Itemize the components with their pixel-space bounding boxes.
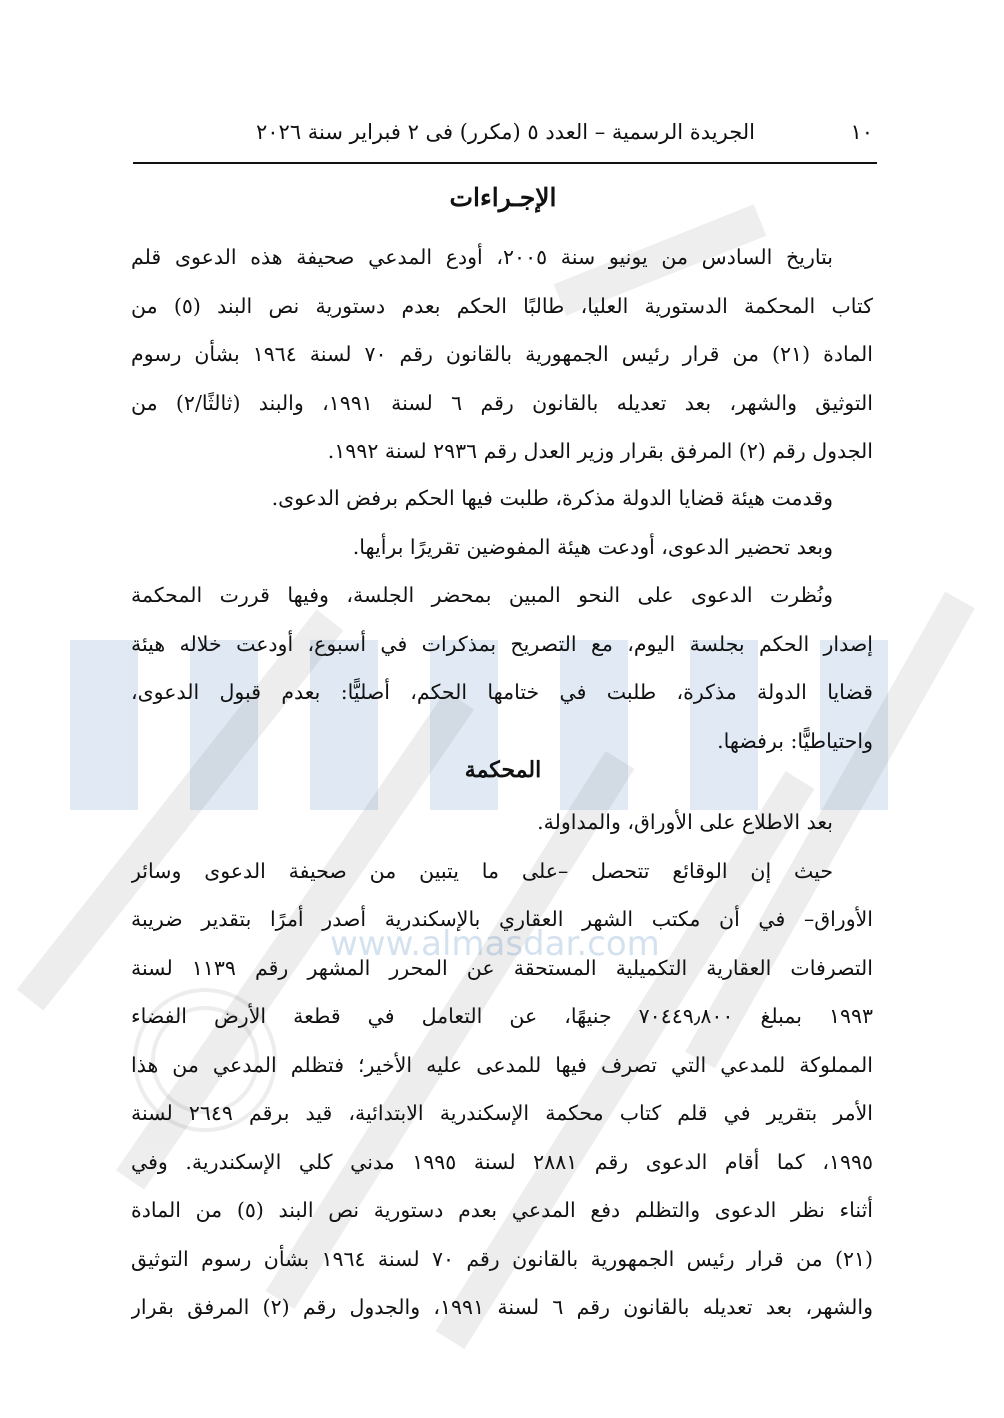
text-line: إصدار الحكم بجلسة اليوم، مع التصريح بمذكرات في أسبوع، أودعت خلاله هيئة: [131, 631, 873, 656]
page-header: [133, 114, 873, 150]
text-line: ١٩٩٣ بمبلغ ٧٠٤٤٩٫٨٠٠ جنيهًا، عن التعامل في قطعة الأرض الفضاء: [131, 1004, 873, 1028]
text-line: التصرفات العقارية التكميلية المستحقة عن المحرر المشهر رقم ١١٣٩ لسنة: [131, 955, 873, 980]
text-line: واحتياطيًّا: برفضها.: [717, 728, 873, 753]
text-line: المملوكة للمدعي التي تصرف فيها للمدعى عليه الأخير؛ فتظلم المدعي من هذا: [131, 1052, 873, 1077]
text-line: التوثيق والشهر، بعد تعديله بالقانون رقم ٦ لسنة ١٩٩١، والبند (ثالثًا/٢) من: [131, 390, 873, 415]
page-number: ١٠: [850, 120, 873, 144]
text-line: الأمر بتقرير في قلم كتاب محكمة الإسكندرية الابتدائية، قيد برقم ٢٦٤٩ لسنة: [131, 1101, 873, 1125]
text-line: الأوراق– في أن مكتب الشهر العقاري بالإسكندرية أصدر أمرًا بتقدير ضريبة: [131, 907, 873, 931]
court-heading: المحكمة: [464, 757, 542, 783]
text-line: (٢١) من قرار رئيس الجمهورية بالقانون رقم ٧٠ لسنة ١٩٦٤ بشأن رسوم التوثيق: [131, 1246, 873, 1271]
header-divider: [133, 162, 877, 164]
text-line: أثناء نظر الدعوى والتظلم دفع المدعي بعدم دستورية نص البند (٥) من المادة: [131, 1198, 873, 1222]
text-line: ونُظرت الدعوى على النحو المبين بمحضر الجلسة، وفيها قررت المحكمة: [131, 583, 833, 607]
text-line: والشهر، بعد تعديله بالقانون رقم ٦ لسنة ١٩٩١، والجدول رقم (٢) المرفق بقرار: [131, 1295, 873, 1319]
text-line: قضايا الدولة مذكرة، طلبت في ختامها الحكم، أصليًّا: بعدم قبول الدعوى،: [131, 680, 873, 704]
procedures-paragraph: [131, 233, 873, 476]
text-line: بعد الاطلاع على الأوراق، والمداولة.: [537, 810, 833, 834]
procedures-heading: الإجـراءات: [449, 183, 557, 212]
text-line: بتاريخ السادس من يونيو سنة ٢٠٠٥، أودع المدعي صحيفة هذه الدعوى قلم: [131, 245, 833, 269]
watermark-url: www.almasdar.com: [330, 924, 660, 964]
text-line: المادة (٢١) من قرار رئيس الجمهورية بالقانون رقم ٧٠ لسنة ١٩٦٤ بشأن رسوم: [131, 342, 873, 366]
procedures-paragraph: [131, 474, 873, 765]
text-line: وقدمت هيئة قضايا الدولة مذكرة، طلبت فيها الحكم برفض الدعوى.: [271, 486, 833, 510]
text-line: كتاب المحكمة الدستورية العليا، طالبًا الحكم بعدم دستورية نص البند (٥) من: [131, 293, 873, 318]
text-line: وبعد تحضير الدعوى، أودعت هيئة المفوضين تقريرًا برأيها.: [352, 534, 833, 559]
gazette-title: الجريدة الرسمية – العدد ٥ (مكرر) فى ٢ فبراير سنة ٢٠٢٦: [255, 120, 755, 144]
text-line: الجدول رقم (٢) المرفق بقرار وزير العدل رقم ٢٩٣٦ لسنة ١٩٩٢.: [327, 439, 873, 463]
court-paragraph: [131, 798, 873, 1332]
text-line: حيث إن الوقائع تتحصل –على ما يتبين من صحيفة الدعوى وسائر: [131, 858, 833, 883]
text-line: ١٩٩٥، كما أقام الدعوى رقم ٢٨٨١ لسنة ١٩٩٥ مدني كلي الإسكندرية. وفي: [131, 1149, 873, 1174]
